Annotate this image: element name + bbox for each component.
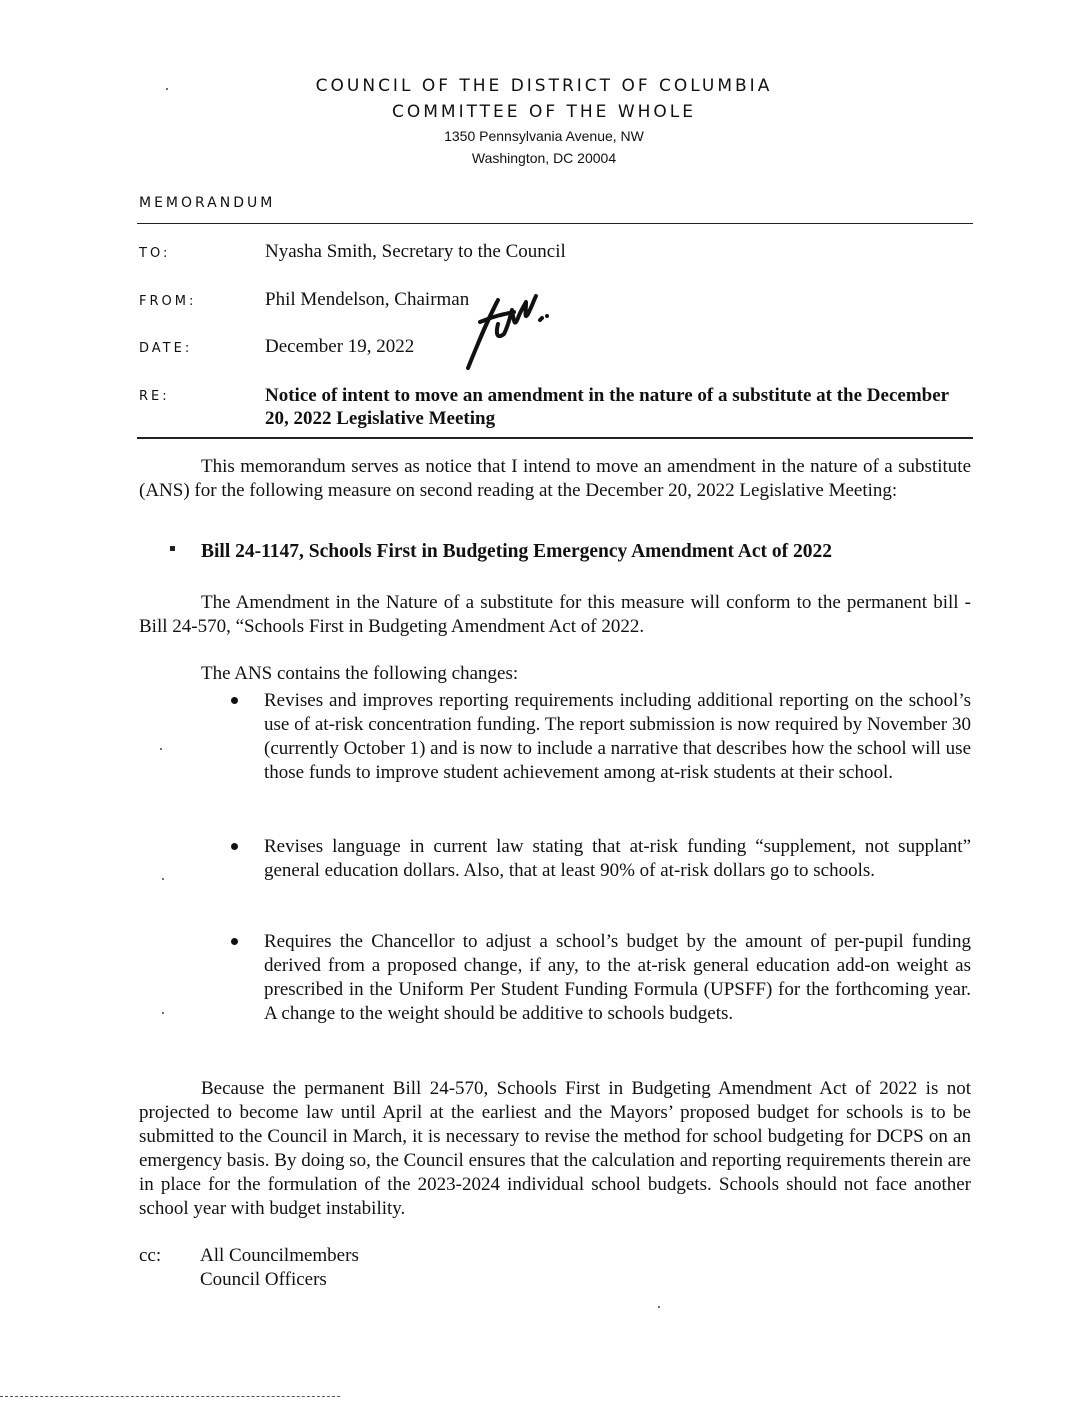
- letterhead-council: COUNCIL OF THE DISTRICT OF COLUMBIA: [315, 76, 773, 96]
- scan-speck: [162, 878, 164, 880]
- letterhead-address-line1: 1350 Pennsylvania Avenue, NW: [444, 128, 644, 144]
- scan-speck: [658, 1306, 660, 1308]
- scan-speck: [166, 88, 168, 90]
- memo-label: MEMORANDUM: [139, 195, 276, 211]
- bullet-icon: [231, 938, 238, 945]
- from-label: FROM:: [139, 294, 197, 309]
- header-divider: [137, 223, 973, 224]
- change-item-2: Revises language in current law stating that at-risk funding “supplement, not supplant” general education dollars. Also, that at least 90% of at-risk dollars go to schools.: [264, 836, 971, 881]
- cc-recipient-1: All Councilmembers: [200, 1245, 359, 1266]
- bullet-icon: [231, 843, 238, 850]
- re-label: RE:: [139, 389, 170, 404]
- re-value: Notice of intent to move an amendment in the nature of a substitute at the December 20, 2022 Legislative Meeting: [265, 385, 949, 429]
- header-bottom-divider: [137, 437, 973, 439]
- change-item-3: Requires the Chancellor to adjust a school’s budget by the amount of per-pupil funding derived from a proposed change, if any, to the at-risk general education add-on weight as prescribed in the Uniform Per Student Funding Formula (UPSFF) for the forthcoming year. A change to the weight should be additive to schools budgets.: [264, 931, 971, 1024]
- intro-paragraph: This memorandum serves as notice that I intend to move an amendment in the nature of a substitute (ANS) for the following measure on second reading at the December 20, 2022 Legislative Meeting:: [139, 456, 971, 501]
- bill-title: Bill 24-1147, Schools First in Budgeting Emergency Amendment Act of 2022: [201, 541, 833, 562]
- to-label: TO:: [139, 246, 171, 261]
- cc-label: cc:: [139, 1245, 162, 1266]
- change-item-1: Revises and improves reporting requirements including additional reporting on the school’s use of at-risk concentration funding. The report submission is now required by November 30 (currently October 1) and is now to include a narrative that describes how the school will use those funds to improve student achievement among at-risk students at their school.: [264, 690, 972, 783]
- cc-recipient-2: Council Officers: [200, 1269, 327, 1290]
- scan-speck: [162, 1012, 164, 1014]
- date-value: December 19, 2022: [265, 336, 415, 357]
- letterhead-committee: COMMITTEE OF THE WHOLE: [391, 102, 697, 122]
- to-value: Nyasha Smith, Secretary to the Council: [265, 241, 566, 262]
- closing-paragraph: Because the permanent Bill 24-570, Schools First in Budgeting Amendment Act of 2022 is not projected to become law until April at the earliest and the Mayors’ proposed budget for schools is to be submitted to the Council in March, it is necessary to revise the method for school budgeting for DCPS on an emergency basis. By doing so, the Council ensures that the calculation and reporting requirements therein are in place for the formulation of the 2023-2024 individual school budgets. Schools should not face another school year with budget instability.: [139, 1078, 971, 1219]
- bill-bullet-icon: [170, 546, 175, 551]
- scan-edge-line: [0, 1396, 340, 1398]
- from-value: Phil Mendelson, Chairman: [265, 289, 470, 310]
- scan-speck: [160, 748, 162, 750]
- bullet-icon: [231, 697, 238, 704]
- conform-paragraph: The Amendment in the Nature of a substitute for this measure will conform to the permanent bill - Bill 24-570, “Schools First in Budgeting Amendment Act of 2022.: [139, 592, 971, 637]
- letterhead-address-line2: Washington, DC 20004: [471, 150, 617, 166]
- changes-intro: The ANS contains the following changes:: [201, 663, 519, 684]
- handwritten-signature: [448, 288, 558, 374]
- date-label: DATE:: [139, 341, 193, 356]
